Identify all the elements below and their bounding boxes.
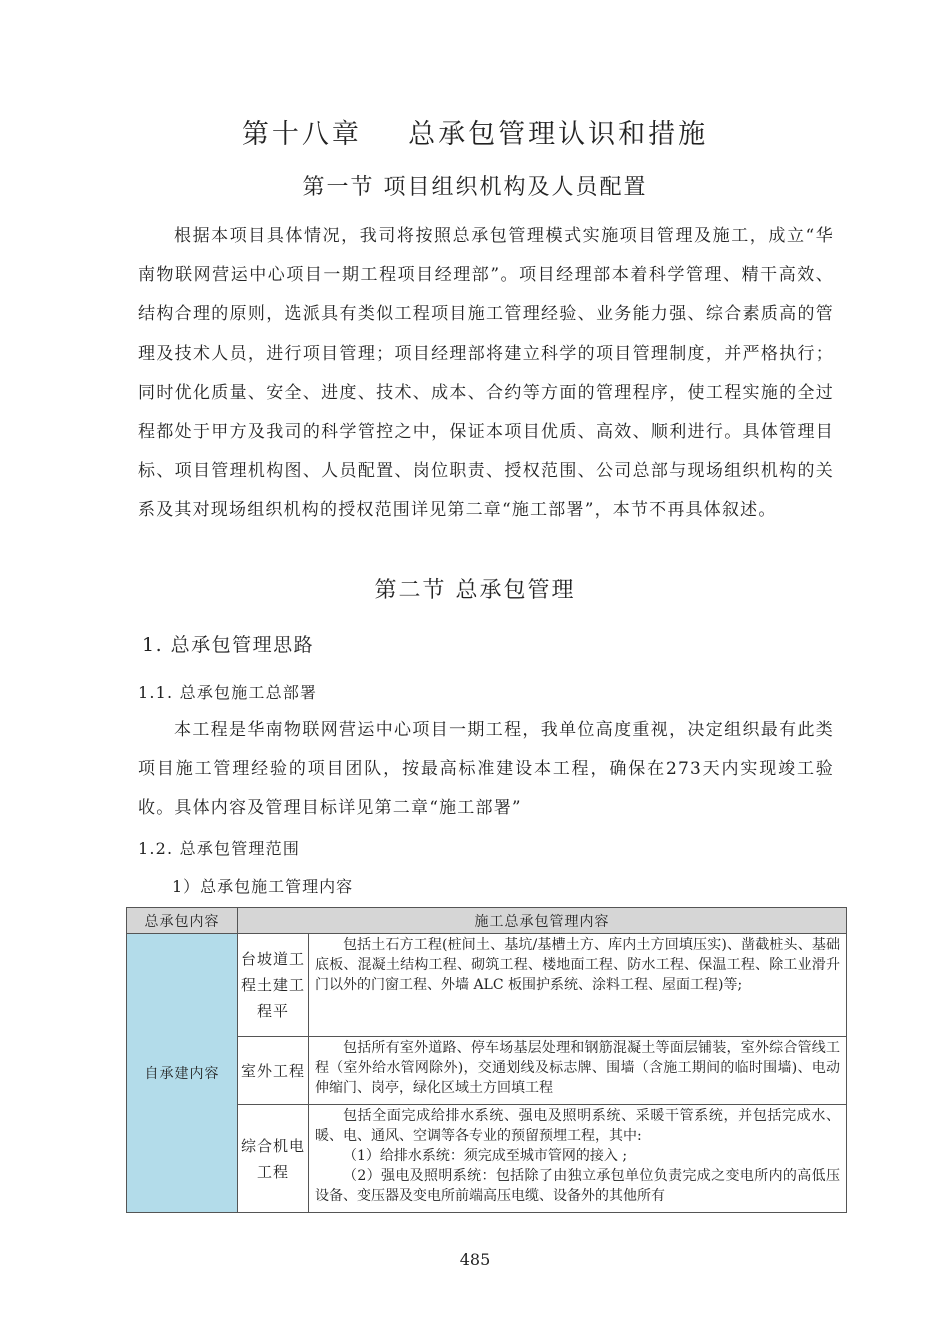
- item-cell: 综合机电工程: [238, 1105, 309, 1213]
- table-header-row: [127, 908, 847, 934]
- section-1-title: 第一节 项目组织机构及人员配置: [302, 175, 648, 200]
- description-text: 包括所有室外道路、停车场基层处理和钢筋混凝土等面层铺装，室外综合管线工程（室外给水管网除外)，交通划线及标志牌、围墙（含施工期间的临时围墙)、电动伸缩门、岗亭，绿化区域土方回填工程: [315, 1040, 840, 1096]
- heading-1-2: 1.2. 总承包管理范围: [138, 839, 301, 858]
- page-number: 485: [459, 1250, 491, 1269]
- section-2-title: 第二节 总承包管理: [374, 578, 576, 603]
- item-cell: 台坡道工程土建工程平: [238, 934, 309, 1037]
- description-cell: [309, 1105, 847, 1213]
- paragraph-1-1: [138, 711, 834, 829]
- table-row: [127, 934, 847, 1037]
- item-cell: 室外工程: [238, 1037, 309, 1105]
- paragraph-1-1-text: 本工程是华南物联网营运中心项目一期工程，我单位高度重视，决定组织最有此类项目施工管理经验的项目团队，按最高标准建设本工程，确保在273天内实现竣工验收。具体内容及管理目标详见第二章“施工部署”: [138, 720, 834, 819]
- description-text: 包括土石方工程(桩间土、基坑/基槽土方、库内土方回填压实)、凿截桩头、基础底板、混凝土结构工程、砌筑工程、楼地面工程、防水工程、保温工程、除工业滑升门以外的门窗工程、外墙 ALC 板围护系统、涂料工程、屋面工程)等;: [315, 937, 840, 993]
- description-cell: [309, 934, 847, 1037]
- scope-table: [126, 907, 847, 1213]
- description-list-item: （2）强电及照明系统：包括除了由独立承包单位负责完成之变电所内的高低压设备、变压器及变电所前端高压电缆、设备外的其他所有: [315, 1168, 840, 1204]
- chapter-title: 第十八章 总承包管理认识和措施: [241, 119, 709, 150]
- heading-1-1: 1.1. 总承包施工总部署: [138, 683, 318, 702]
- heading-1: 1. 总承包管理思路: [142, 634, 315, 656]
- group-label-cell: 自承建内容: [127, 934, 238, 1213]
- description-list-item: （1）给排水系统：须完成至城市管网的接入 ;: [343, 1148, 628, 1164]
- table-caption: 1）总承包施工管理内容: [172, 877, 354, 896]
- table-header-cell: 施工总承包管理内容: [238, 908, 847, 934]
- description-text: 包括全面完成给排水系统、强电及照明系统、采暖干管系统，并包括完成水、暖、电、通风、空调等各专业的预留预埋工程，其中:: [315, 1108, 840, 1144]
- table-header-cell: 总承包内容: [127, 908, 238, 934]
- section-1-paragraph: [138, 217, 834, 531]
- section-1-paragraph-text: 根据本项目具体情况，我司将按照总承包管理模式实施项目管理及施工，成立“华南物联网营运中心项目一期工程项目经理部”。项目经理部本着科学管理、精干高效、结构合理的原则，选派具有类似工程项目施工管理经验、业务能力强、综合素质高的管理及技术人员，进行项目管理；项目经理部将建立科学的项目管理制度，并严格执行；同时优化质量、安全、进度、技术、成本、合约等方面的管理程序，使工程实施的全过程都处于甲方及我司的科学管控之中，保证本项目优质、高效、顺利进行。具体管理目标、项目管理机构图、人员配置、岗位职责、授权范围、公司总部与现场组织机构的关系及其对现场组织机构的授权范围详见第二章“施工部署”，本节不再具体叙述。: [138, 226, 834, 521]
- description-cell: [309, 1037, 847, 1105]
